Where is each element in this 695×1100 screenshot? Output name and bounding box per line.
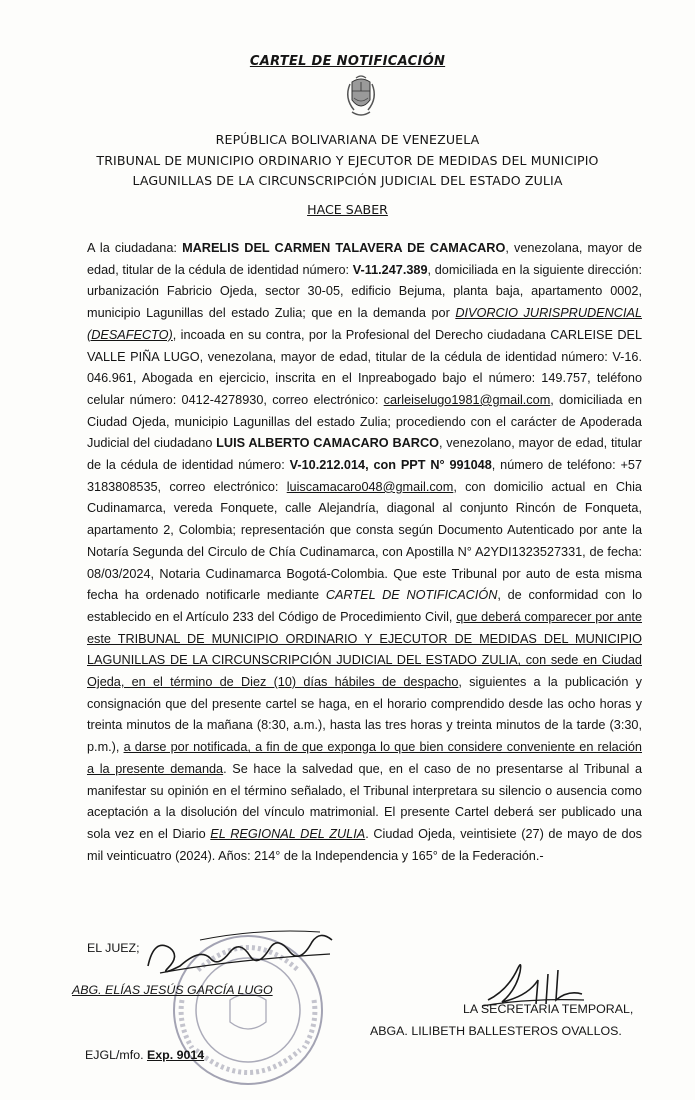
body-segment: , con domicilio actual en Chia Cudinamarca, vereda Fonquete, calle Alejandría, diagonal al conjunto Rincón de Fonqueta, apartamento 2, Colombia; representación que consta según Documento Autenticado por ante la Notaría Segunda del Circulo de Chía Cudinamarca, con Apostilla N° A2YDI1323527331, de fecha: 08/03/2024, Notaria Cudinamarca Bogotá-Colombia. Que este Tribunal por auto de esta misma fecha ha ordenado notificarle mediante: [87, 479, 642, 603]
body-segment: . Ciudad Ojeda, veintisiete (27) de mayo de dos mil veinticuatro (2024). Años: 214° de la Independencia y 165° de la Federación.-: [87, 826, 642, 863]
cartel-reference: CARTEL DE NOTIFICACIÓN: [325, 588, 498, 603]
judge-signature: [140, 918, 340, 988]
body-segment: , de conformidad con lo establecido en el Artículo 233 del Código de Procedimiento Civil,: [87, 588, 643, 624]
file-number: Exp. 9014: [146, 1048, 205, 1062]
tribunal-heading-line2: LAGUNILLAS DE LA CIRCUNSCRIPCIÓN JUDICIAL DEL ESTADO ZULIA: [132, 173, 563, 188]
attorney-email-link[interactable]: carleiselugo1981@gmail.com: [383, 392, 551, 407]
hace-saber-heading: HACE SABER: [307, 202, 388, 217]
notification-body: [87, 238, 642, 867]
defendant-id: V-11.247.389: [352, 262, 428, 277]
file-reference: [85, 1048, 204, 1062]
republic-heading: REPÚBLICA BOLIVARIANA DE VENEZUELA: [215, 132, 480, 147]
file-prefix: EJGL/mfo.: [85, 1048, 147, 1062]
body-segment: . Se hace la salvedad que, en el caso de no presentarse al Tribunal a manifestar su opinión en el término señalado, el Tribunal interpretara su silencio o ausencia como aceptación a la disolución del vínculo matrimonial. El presente Cartel deberá ser publicado una sola vez en el Diario: [87, 761, 642, 841]
body-segment: , siguientes a la publicación y consignación que del presente cartel se haga, en el horario comprendido desde las ocho horas y treinta minutos de la mañana (8:30, a.m.), hasta las tres horas y treinta minutos de la tarde (3:30, p.m.),: [87, 675, 642, 755]
judge-label: EL JUEZ;: [87, 941, 140, 955]
appearance-clause: que deberá comparecer por ante este TRIBUNAL DE MUNICIPIO ORDINARIO Y EJECUTOR DE MEDIDAS DEL MUNICIPIO LAGUNILLAS DE LA CIRCUNSCRIPCIÓN JUDICIAL DEL ESTADO ZULIA, con sede en Ciudad Ojeda, en el término de Diez (10) días hábiles de despacho: [87, 609, 642, 690]
defendant-name: MARELIS DEL CARMEN TALAVERA DE CAMACARO: [182, 241, 506, 255]
newspaper-name: EL REGIONAL DEL ZULIA: [210, 826, 366, 841]
plaintiff-name: LUIS ALBERTO CAMACARO BARCO: [216, 436, 439, 451]
plaintiff-email-link[interactable]: luiscamacaro048@gmail.com: [286, 479, 454, 494]
secretary-name: ABGA. LILIBETH BALLESTEROS OVALLOS.: [370, 1024, 622, 1038]
judge-name: ABG. ELÍAS JESÚS GARCÍA LUGO: [72, 983, 273, 997]
body-segment: , incoada en su contra, por la Profesional del Derecho ciudadana CARLEISE DEL VALLE PIÑA LUGO, venezolana, mayor de edad, titular de la cédula de identidad número: V-16. 046.961, Abogada en ejercicio, inscrita en el Inpreabogado bajo el número: 149.757, teléfono celular número: 0412-4278930, correo electrónico:: [87, 327, 642, 407]
case-type: DIVORCIO JURISPRUDENCIAL (DESAFECTO): [87, 306, 642, 342]
venezuela-coat-of-arms-icon: [340, 74, 382, 120]
plaintiff-id: V-10.212.014, con PPT N° 991048: [289, 458, 492, 473]
body-segment: , venezolano, mayor de edad, titular de la cédula de identidad número:: [87, 436, 643, 473]
body-segment: A la ciudadana:: [87, 241, 183, 255]
body-segment: , número de teléfono: +57 3183808535, correo electrónico:: [87, 458, 643, 494]
body-segment: , domiciliada en Ciudad Ojeda, municipio Lagunillas del estado Zulia; procediendo con el carácter de Apoderada Judicial del ciudadano: [87, 392, 642, 451]
body-segment: , venezolana, mayor de edad, titular de la cédula de identidad número:: [87, 241, 643, 277]
notification-clause: a darse por notificada, a fin de que exponga lo que bien considere conveniente en relación a la presente demanda: [87, 740, 642, 776]
document-title: CARTEL DE NOTIFICACIÓN: [249, 54, 446, 69]
body-segment: , domiciliada en la siguiente dirección: urbanización Fabricio Ojeda, sector 30-05, edificio Bejuma, planta baja, apartamento 0002, municipio Lagunillas del estado Zulia; que en la demanda por: [87, 262, 642, 321]
secretary-title: LA SECRETARIA TEMPORAL,: [463, 1002, 634, 1016]
tribunal-heading-line1: TRIBUNAL DE MUNICIPIO ORDINARIO Y EJECUTOR DE MEDIDAS DEL MUNICIPIO: [96, 153, 599, 168]
